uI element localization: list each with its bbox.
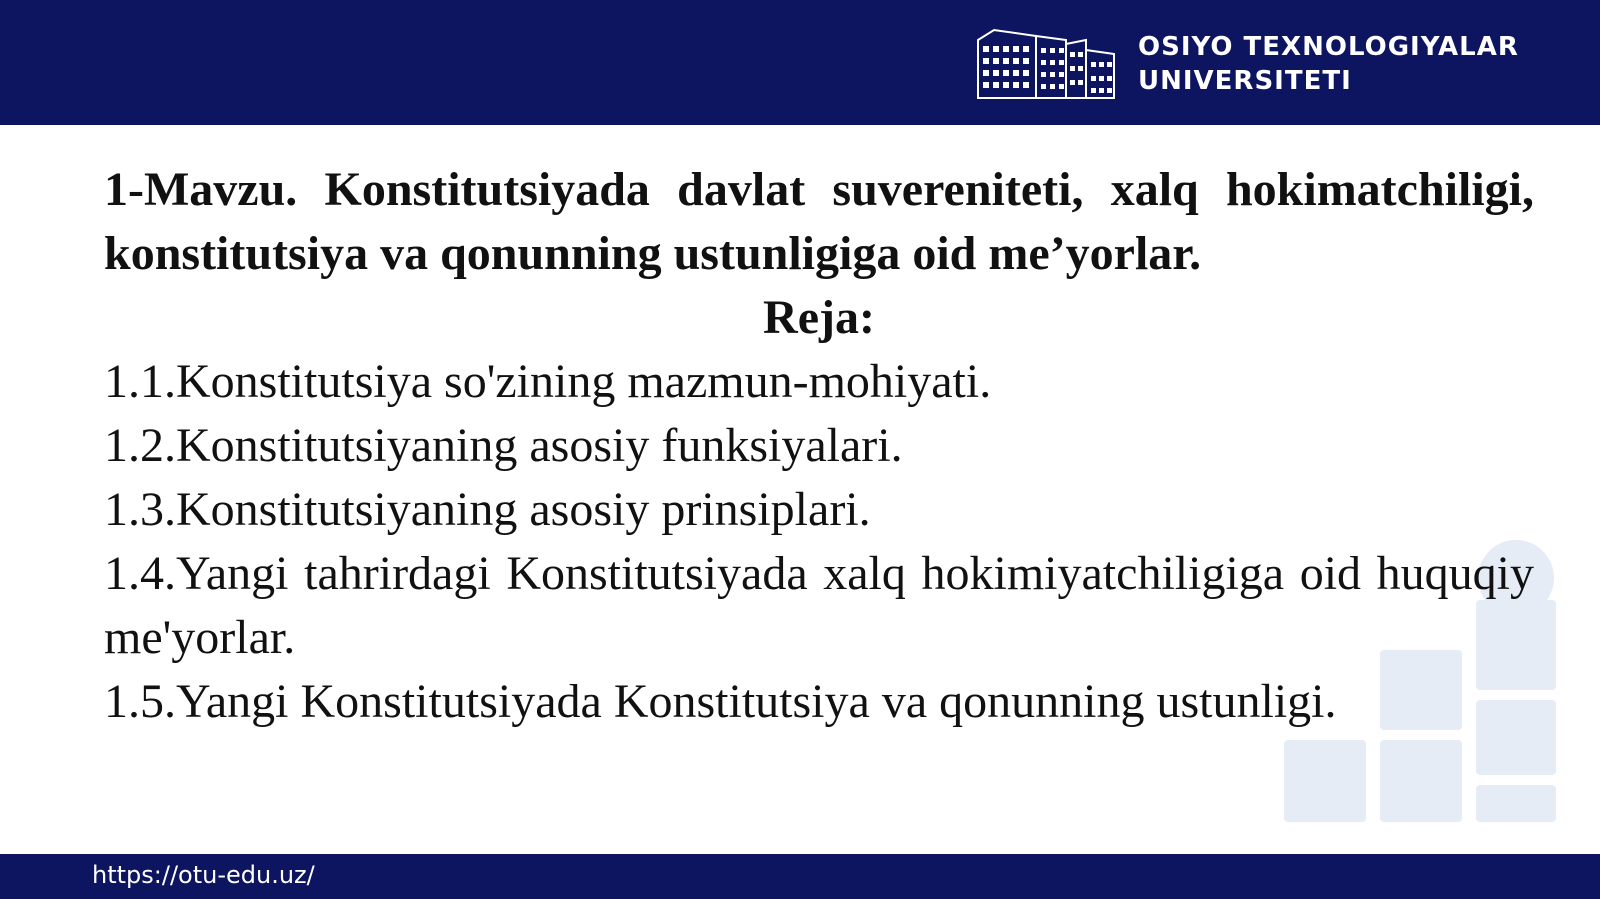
header-bar bbox=[0, 0, 1600, 125]
slide-content bbox=[104, 158, 1534, 734]
university-name bbox=[1138, 30, 1519, 98]
university-building-icon bbox=[974, 26, 1122, 102]
plan-item: 1.1.Konstitutsiya so'zining mazmun-mohiyati. bbox=[104, 355, 992, 408]
website-link[interactable]: https://otu-edu.uz/ bbox=[92, 861, 315, 889]
plan-item: 1.4.Yangi tahrirdagi Konstitutsiyada xalq hokimiyatchiligiga oid huquqiy me'yorlar. bbox=[104, 547, 1534, 664]
university-logo bbox=[974, 26, 1519, 102]
plan-list bbox=[104, 350, 1534, 734]
university-name-line2: UNIVERSITETI bbox=[1138, 66, 1352, 96]
plan-item: 1.3.Konstitutsiyaning asosiy prinsiplari. bbox=[104, 483, 871, 536]
plan-item: 1.2.Konstitutsiyaning asosiy funksiyalari. bbox=[104, 419, 903, 472]
slide-title: 1-Mavzu. Konstitutsiyada davlat suvereniteti, xalq hokimatchiligi, konstitutsiya va qonunning ustunligiga oid me’yorlar. bbox=[104, 163, 1534, 280]
plan-heading: Reja: bbox=[763, 291, 875, 344]
footer-bar bbox=[0, 854, 1600, 899]
university-name-line1: OSIYO TEXNOLOGIYALAR bbox=[1138, 32, 1519, 62]
plan-item: 1.5.Yangi Konstitutsiyada Konstitutsiya va qonunning ustunligi. bbox=[104, 675, 1337, 728]
